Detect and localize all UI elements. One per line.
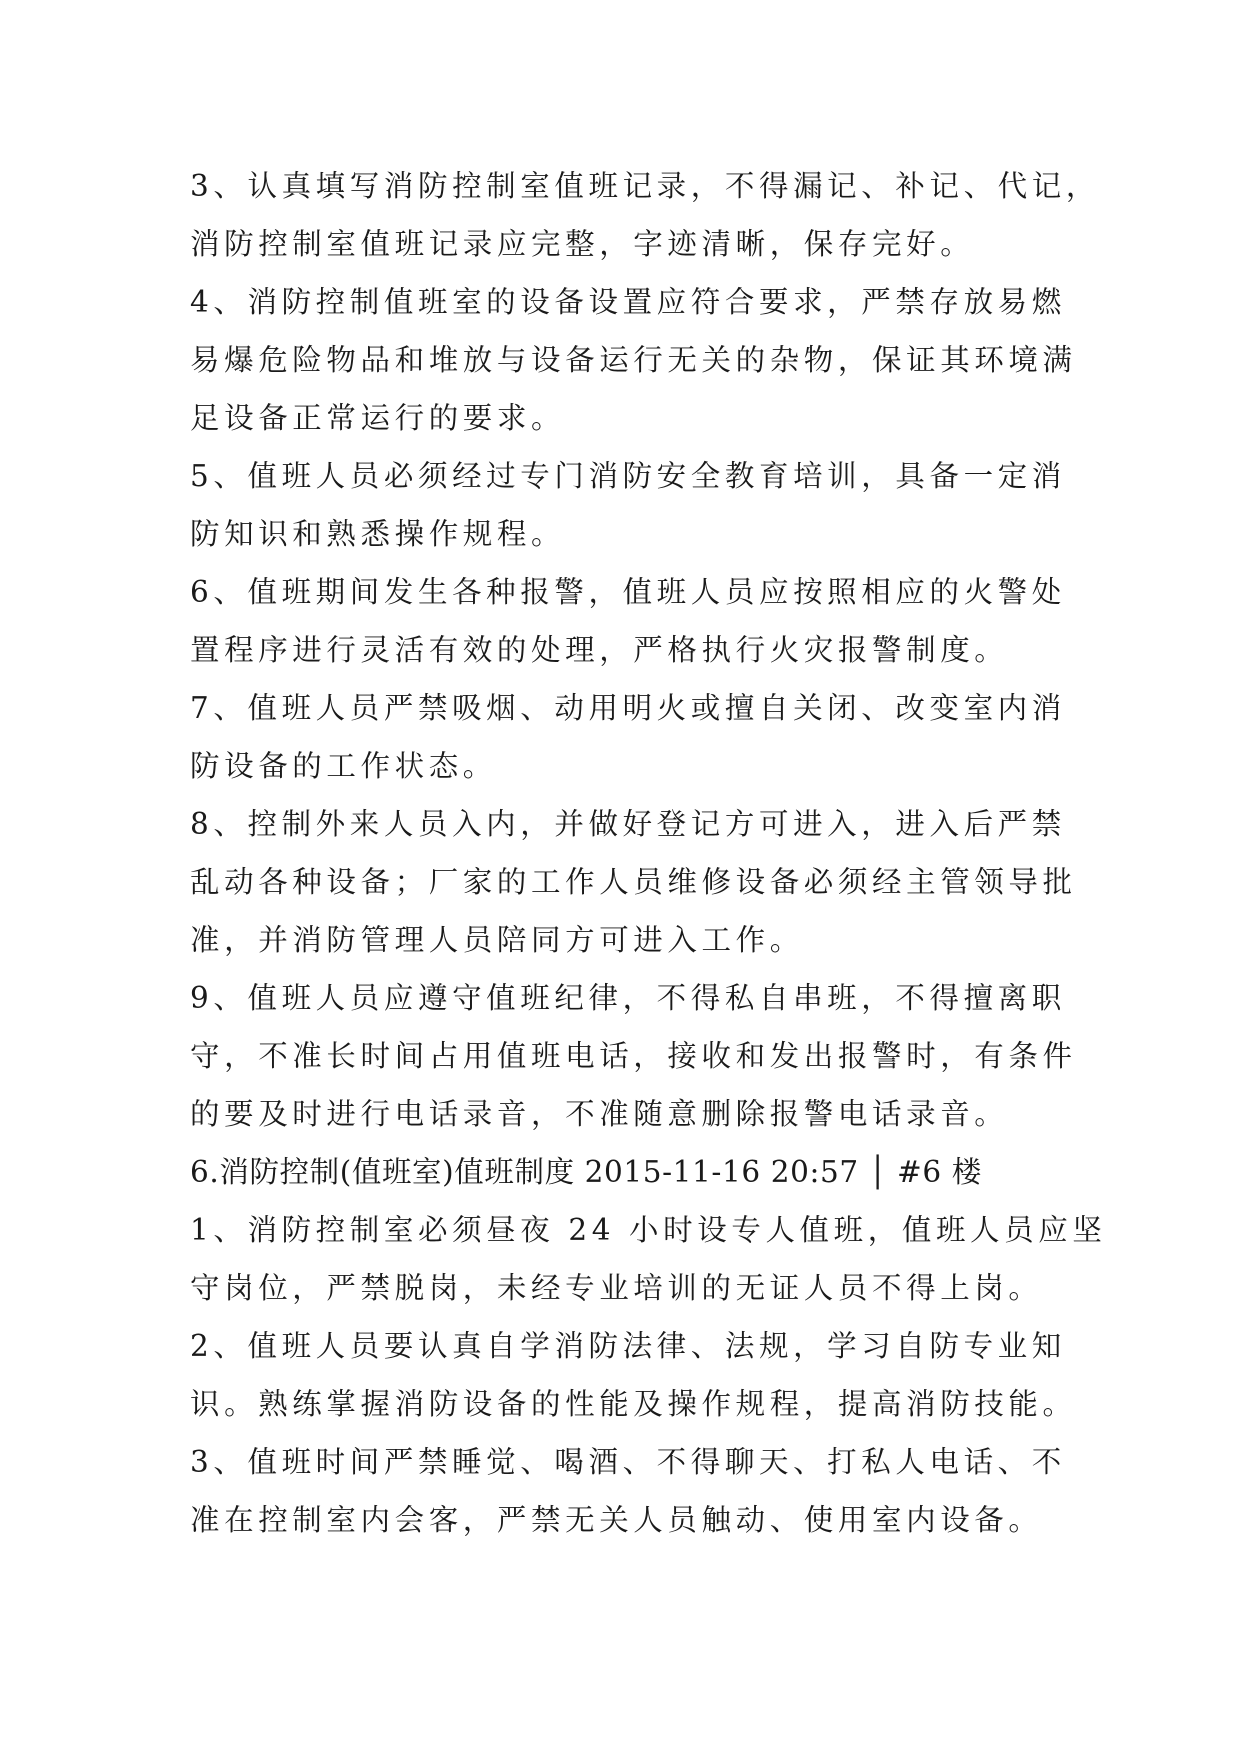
text-line: 守，不准长时间占用值班电话，接收和发出报警时，有条件 <box>190 1039 1077 1073</box>
text-line: 准在控制室内会客，严禁无关人员触动、使用室内设备。 <box>190 1503 1043 1537</box>
text-line: 6、值班期间发生各种报警，值班人员应按照相应的火警处 <box>190 575 1066 609</box>
text-line: 9、值班人员应遵守值班纪律，不得私自串班，不得擅离职 <box>190 981 1066 1015</box>
text-line: 置程序进行灵活有效的处理，严格执行火灾报警制度。 <box>190 633 1009 667</box>
text-line: 足设备正常运行的要求。 <box>190 401 566 435</box>
text-line: 乱动各种设备；厂家的工作人员维修设备必须经主管领导批 <box>190 865 1077 899</box>
text-line: 的要及时进行电话录音，不准随意删除报警电话录音。 <box>190 1097 1009 1131</box>
document-page <box>190 157 1107 1549</box>
text-line: 守岗位，严禁脱岗，未经专业培训的无证人员不得上岗。 <box>190 1271 1043 1305</box>
text-line: 识。熟练掌握消防设备的性能及操作规程，提高消防技能。 <box>190 1387 1077 1421</box>
text-line: 8、控制外来人员入内，并做好登记方可进入，进入后严禁 <box>190 807 1066 841</box>
text-line: 2、值班人员要认真自学消防法律、法规，学习自防专业知 <box>190 1329 1066 1363</box>
text-line: 4、消防控制值班室的设备设置应符合要求，严禁存放易燃 <box>190 285 1066 319</box>
text-line: 易爆危险物品和堆放与设备运行无关的杂物，保证其环境满 <box>190 343 1077 377</box>
text-line: 3、认真填写消防控制室值班记录，不得漏记、补记、代记， <box>190 169 1100 203</box>
text-line: 准，并消防管理人员陪同方可进入工作。 <box>190 923 804 957</box>
text-line: 7、值班人员严禁吸烟、动用明火或擅自关闭、改变室内消 <box>190 691 1066 725</box>
section-heading-line: 6.消防控制(值班室)值班制度 2015-11-16 20:57 │ #6 楼 <box>190 1155 982 1189</box>
text-line: 5、值班人员必须经过专门消防安全教育培训，具备一定消 <box>190 459 1066 493</box>
text-line: 防知识和熟悉操作规程。 <box>190 517 566 551</box>
text-line: 3、值班时间严禁睡觉、喝酒、不得聊天、打私人电话、不 <box>190 1445 1066 1479</box>
text-line: 1、消防控制室必须昼夜 24 小时设专人值班，值班人员应坚 <box>190 1213 1107 1247</box>
text-line: 防设备的工作状态。 <box>190 749 497 783</box>
text-line: 消防控制室值班记录应完整，字迹清晰，保存完好。 <box>190 227 975 261</box>
